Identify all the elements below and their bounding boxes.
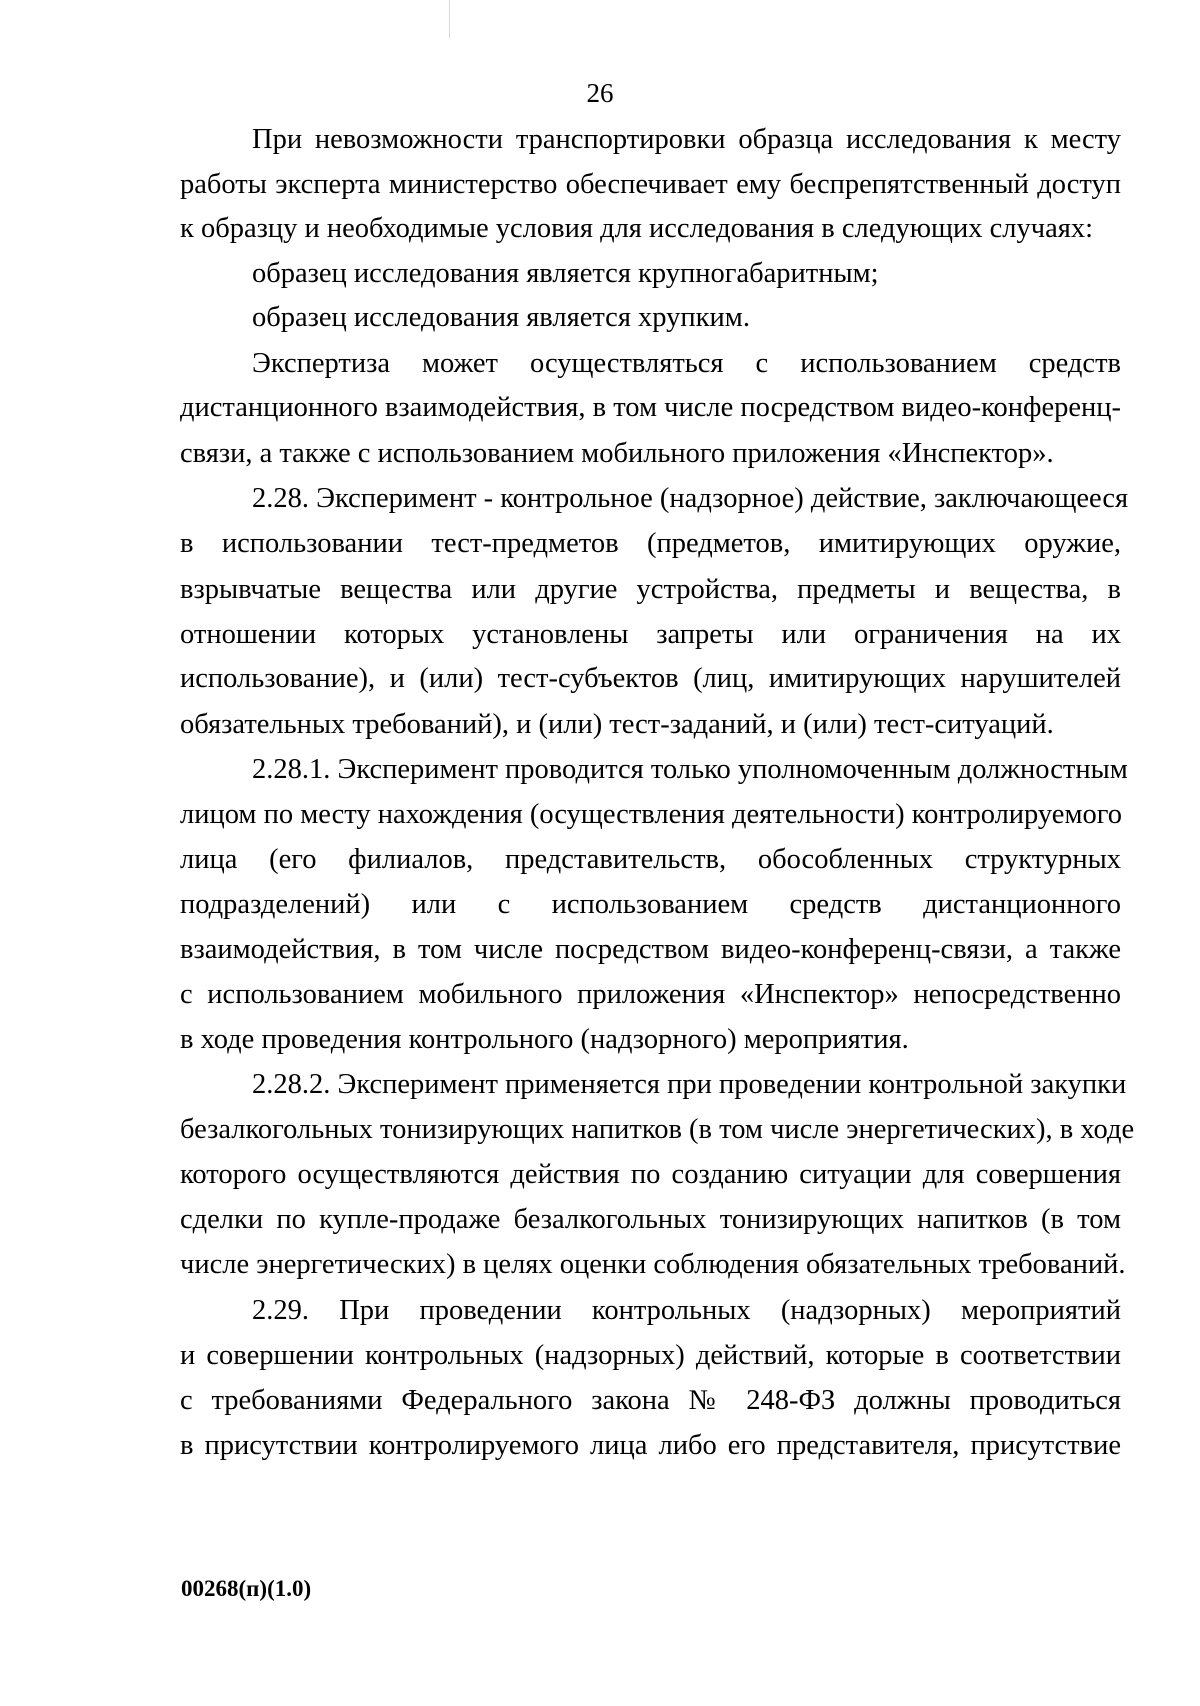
text-line: числе энергетических) в целях оценки соблюдения обязательных требований.	[180, 1249, 1126, 1280]
text-line: использование), и (или) тест-субъектов (лиц, имитирующих нарушителей	[180, 663, 1121, 694]
text-line: 2.29. При проведении контрольных (надзорных) мероприятий	[252, 1295, 1121, 1326]
text-line: работы эксперта министерство обеспечивает ему беспрепятственный доступ	[180, 169, 1121, 200]
text-line: лицом по месту нахождения (осуществления деятельности) контролируемого	[180, 799, 1122, 830]
text-line: обязательных требований), и (или) тест-заданий, и (или) тест-ситуаций.	[180, 709, 1054, 740]
text-line: к образцу и необходимые условия для исследования в следующих случаях:	[180, 213, 1094, 244]
text-line: с требованиями Федерального закона № 248-ФЗ должны проводиться	[180, 1385, 1121, 1416]
document-code: 00268(п)(1.0)	[181, 1576, 312, 1601]
text-line: образец исследования является хрупким.	[252, 302, 750, 333]
text-line: в ходе проведения контрольного (надзорного) мероприятия.	[180, 1024, 909, 1055]
text-line: подразделений) или с использованием средств дистанционного	[180, 889, 1121, 920]
text-line: взаимодействия, в том числе посредством видео-конференц-связи, а также	[180, 934, 1121, 965]
text-line: в использовании тест-предметов (предметов, имитирующих оружие,	[180, 528, 1121, 559]
text-line: Экспертиза может осуществляться с использованием средств	[252, 348, 1121, 379]
text-line: дистанционного взаимодействия, в том числе посредством видео-конференц-	[180, 392, 1122, 423]
text-line: безалкогольных тонизирующих напитков (в том числе энергетических), в ходе	[180, 1114, 1135, 1145]
text-line: взрывчатые вещества или другие устройства, предметы и вещества, в	[180, 574, 1121, 605]
text-line: При невозможности транспортировки образца исследования к месту	[252, 124, 1121, 155]
page-number: 26	[586, 78, 614, 108]
text-line: сделки по купле-продаже безалкогольных тонизирующих напитков (в том	[180, 1204, 1121, 1235]
text-line: образец исследования является крупногабаритным;	[252, 258, 879, 289]
text-line: и совершении контрольных (надзорных) действий, которые в соответствии	[180, 1340, 1121, 1371]
text-line: 2.28.1. Эксперимент проводится только уполномоченным должностным	[252, 754, 1128, 785]
text-line: лица (его филиалов, представительств, обособленных структурных	[180, 844, 1121, 875]
text-line: в присутствии контролируемого лица либо его представителя, присутствие	[180, 1430, 1121, 1461]
text-line: отношении которых установлены запреты или ограничения на их	[180, 619, 1121, 650]
text-line: которого осуществляются действия по созданию ситуации для совершения	[180, 1159, 1121, 1190]
scan-artifact-line	[449, 0, 450, 38]
text-line: с использованием мобильного приложения «Инспектор» непосредственно	[180, 979, 1121, 1010]
text-line: связи, а также с использованием мобильного приложения «Инспектор».	[180, 438, 1054, 469]
text-line: 2.28. Эксперимент - контрольное (надзорное) действие, заключающееся	[252, 483, 1129, 514]
text-line: 2.28.2. Эксперимент применяется при проведении контрольной закупки	[252, 1069, 1127, 1100]
